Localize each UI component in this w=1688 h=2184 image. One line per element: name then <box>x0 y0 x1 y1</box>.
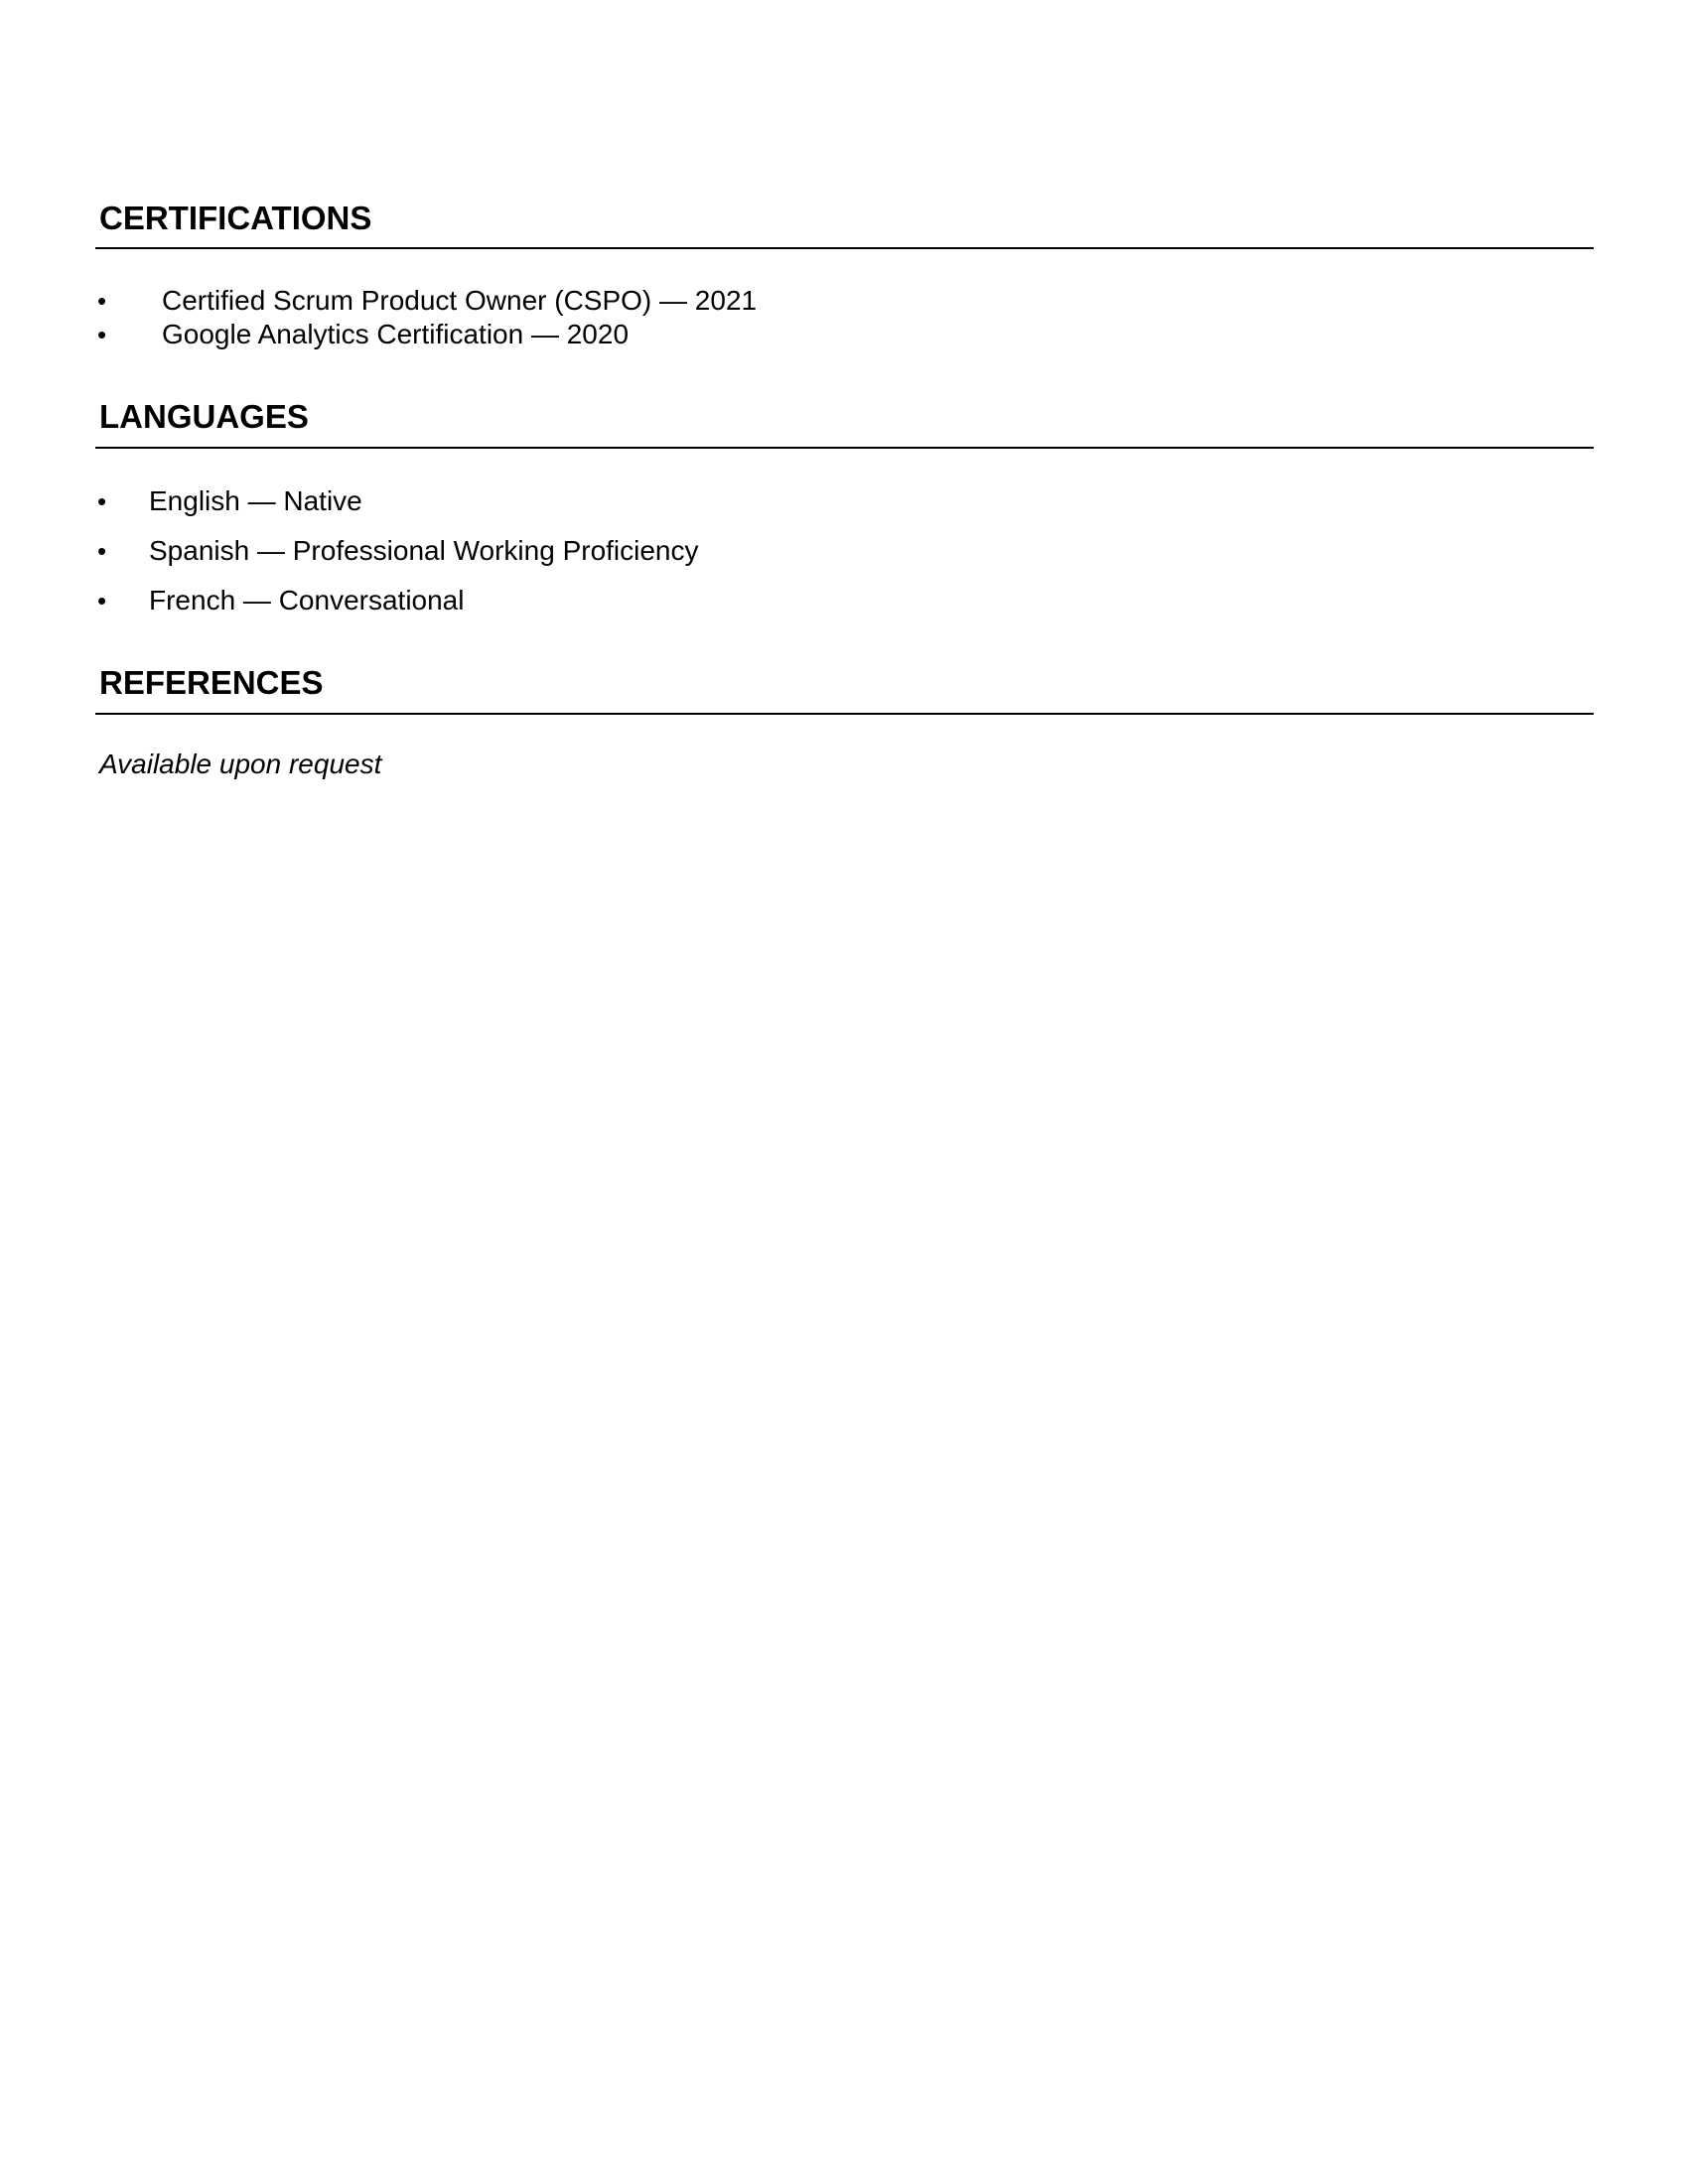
certification-text: Google Analytics Certification — 2020 <box>162 319 630 349</box>
references-note: Available upon request <box>99 749 382 779</box>
bullet-icon: • <box>97 486 107 516</box>
references-divider <box>95 713 1594 715</box>
certifications-heading: CERTIFICATIONS <box>99 200 372 236</box>
language-text: French — Conversational <box>149 585 465 615</box>
certification-text: Certified Scrum Product Owner (CSPO) — 2021 <box>162 285 758 316</box>
language-text: Spanish — Professional Working Proficiency <box>149 535 699 566</box>
bullet-icon: • <box>97 536 107 566</box>
languages-heading: LANGUAGES <box>99 398 309 435</box>
certifications-divider <box>95 247 1594 249</box>
languages-divider <box>95 447 1594 449</box>
language-text: English — Native <box>149 485 362 516</box>
bullet-icon: • <box>97 320 107 349</box>
references-heading: REFERENCES <box>99 664 324 701</box>
bullet-icon: • <box>97 586 107 615</box>
bullet-icon: • <box>97 286 107 316</box>
